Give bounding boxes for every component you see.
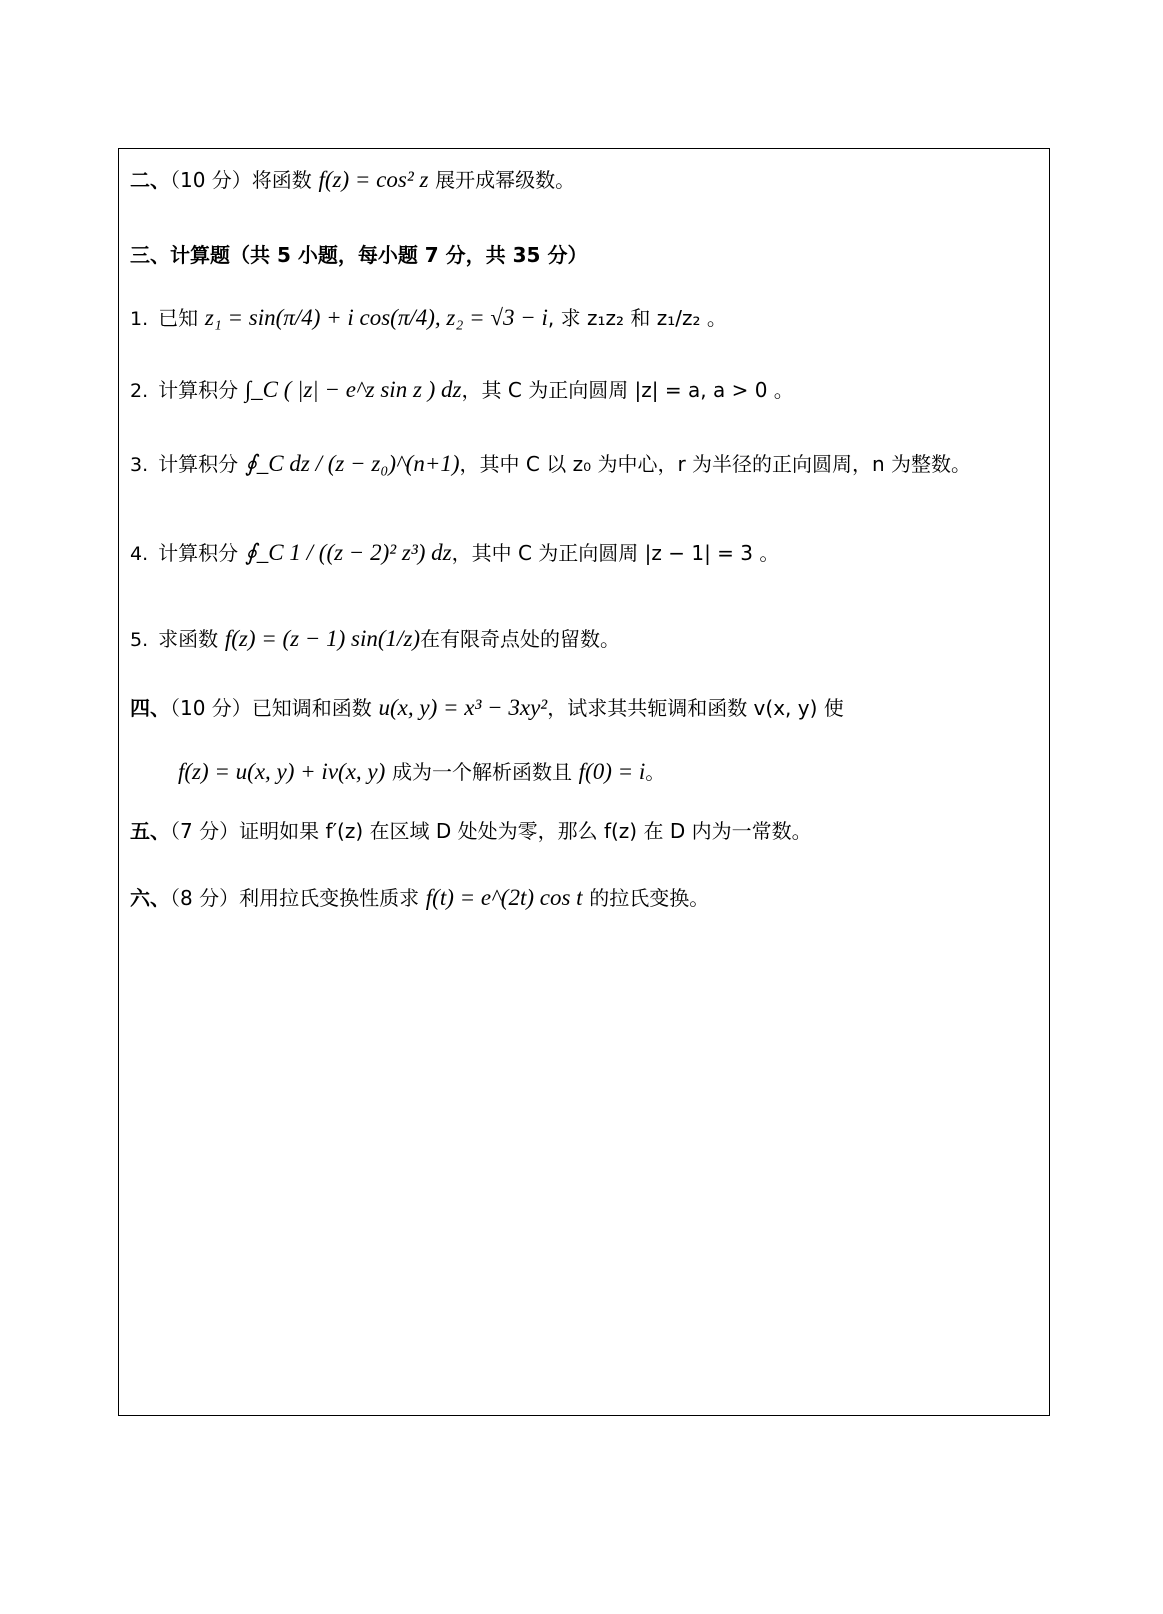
q3-item-2 [130, 378, 794, 401]
q3-item-4-pre: 计算积分 [158, 541, 239, 565]
q3-item-4 [130, 541, 779, 564]
q2-line [130, 168, 575, 191]
q2-formula: f(z) = cos² z [318, 167, 429, 192]
q6-head: 六、 [130, 886, 170, 910]
q5-line [130, 821, 812, 842]
q4-line2-formula2: f(0) = i [578, 759, 646, 784]
q2-head: 二、 [130, 168, 170, 192]
q4-line1-post: ，试求其共轭调和函数 v(x, y) 使 [547, 696, 844, 720]
q4-line2-mid: 成为一个解析函数且 [391, 760, 572, 784]
q4-line1-pre: 已知调和函数 [251, 696, 372, 720]
q3-item-3-num: 3. [130, 454, 149, 476]
q2-text-before: 将函数 [251, 168, 312, 192]
q3-item-2-post: ，其 C 为正向圆周 |z| = a, a > 0 。 [461, 378, 794, 402]
q3-item-4-num: 4. [130, 543, 149, 565]
q3-item-1-post: , 求 z₁z₂ 和 z₁/z₂ 。 [547, 306, 727, 330]
q3-item-5-post: 在有限奇点处的留数。 [420, 627, 621, 651]
q6-points: （8 分） [170, 886, 240, 910]
q3-item-4-post: ，其中 C 为正向圆周 |z − 1| = 3 。 [451, 541, 780, 565]
q4-line2-formula: f(z) = u(x, y) + iv(x, y) [178, 759, 386, 784]
q6-post: 的拉氏变换。 [589, 886, 710, 910]
q3-item-1 [130, 306, 727, 329]
q2-text-after: 展开成幂级数。 [435, 168, 576, 192]
q2-points: （10 分） [170, 168, 252, 192]
q5-head: 五、 [130, 819, 170, 843]
q4-line1-formula: u(x, y) = x³ − 3xy² [378, 695, 548, 720]
q3-item-4-formula: ∮_C 1 / ((z − 2)² z³) dz [244, 540, 452, 565]
q3-item-5-formula: f(z) = (z − 1) sin(1/z) [224, 626, 421, 651]
q6-line [130, 886, 709, 909]
q3-item-2-formula: ∫_C ( |z| − e^z sin z ) dz [244, 377, 462, 402]
q3-item-3 [130, 452, 971, 475]
q3-item-3-formula: ∮_C dz / (z − z₀)^(n+1) [244, 451, 460, 476]
q6-formula: f(t) = e^(2t) cos t [425, 885, 583, 910]
q3-head: 三、计算题（共 5 小题，每小题 7 分，共 35 分） [130, 243, 588, 267]
q5-points: （7 分） [170, 819, 240, 843]
q4-points: （10 分） [170, 696, 252, 720]
q3-item-1-formula: z₁ = sin(π/4) + i cos(π/4), z₂ = √3 − i [204, 305, 548, 330]
q3-item-5-pre: 求函数 [158, 627, 219, 651]
q3-item-3-post: ，其中 C 以 z₀ 为中心，r 为半径的正向圆周，n 为整数。 [459, 452, 972, 476]
q5-text: 证明如果 f′(z) 在区域 D 处处为零，那么 f(z) 在 D 内为一常数。 [239, 819, 812, 843]
q3-item-1-pre: 已知 [158, 306, 199, 330]
q3-item-3-pre: 计算积分 [158, 452, 239, 476]
q4-line-1 [130, 696, 844, 719]
q4-line-2 [178, 760, 665, 783]
q6-pre: 利用拉氏变换性质求 [239, 886, 420, 910]
q3-item-2-num: 2. [130, 380, 149, 402]
q3-item-1-num: 1. [130, 308, 149, 330]
q4-line2-post: 。 [645, 760, 666, 784]
q4-head: 四、 [130, 696, 170, 720]
q3-item-2-pre: 计算积分 [158, 378, 239, 402]
q3-item-5-num: 5. [130, 629, 149, 651]
q3-item-5 [130, 627, 620, 650]
